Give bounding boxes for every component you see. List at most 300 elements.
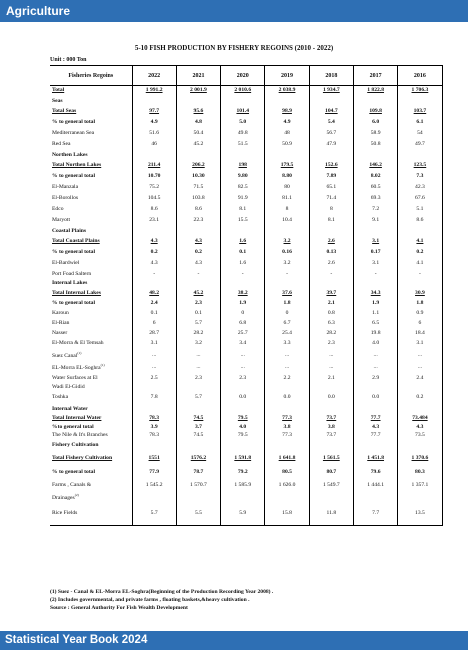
table-cell: 6.8 bbox=[221, 319, 265, 329]
column-header-year: 2019 bbox=[265, 66, 309, 86]
footnotes bbox=[50, 588, 450, 612]
table-row bbox=[50, 452, 442, 467]
table-cell: ... bbox=[221, 363, 265, 374]
table-cell: 1 451.8 bbox=[353, 452, 397, 467]
row-label bbox=[50, 270, 132, 280]
table-cell: 6.5 bbox=[353, 319, 397, 329]
row-label bbox=[50, 405, 132, 415]
table-cell: 1 549.7 bbox=[309, 480, 353, 492]
table-cell: 2.9 bbox=[353, 374, 397, 384]
row-label bbox=[50, 480, 132, 492]
table-cell bbox=[353, 227, 397, 237]
row-label-text: % to general total bbox=[52, 173, 96, 180]
table-cell: 6.3 bbox=[309, 319, 353, 329]
row-label bbox=[50, 492, 132, 504]
table-cell: 1 822.8 bbox=[353, 86, 397, 97]
row-label bbox=[50, 259, 132, 270]
table-cell bbox=[309, 227, 353, 237]
table-cell: 7.8 bbox=[132, 392, 176, 405]
row-label bbox=[50, 339, 132, 349]
table-cell: 8.1 bbox=[221, 205, 265, 216]
table-cell: 5.0 bbox=[221, 118, 265, 129]
table-row bbox=[50, 161, 442, 172]
table-row bbox=[50, 216, 442, 227]
table-row bbox=[50, 299, 442, 309]
column-header-year: 2020 bbox=[221, 66, 265, 86]
table-cell: 3.4 bbox=[221, 339, 265, 349]
table-cell bbox=[221, 405, 265, 415]
table-cell: 104.7 bbox=[309, 107, 353, 118]
table-cell: 0.9 bbox=[398, 309, 442, 319]
table-cell: 2.4 bbox=[398, 374, 442, 384]
table-cell: 6 bbox=[398, 319, 442, 329]
table-cell bbox=[221, 440, 265, 452]
table-cell: 4.3 bbox=[132, 259, 176, 270]
row-label-text: Northen Lakes bbox=[52, 151, 88, 158]
table-row bbox=[50, 432, 442, 440]
table-cell: 206.2 bbox=[176, 161, 220, 172]
row-label bbox=[50, 440, 132, 452]
table-row bbox=[50, 504, 442, 526]
table-cell: 2.3 bbox=[176, 374, 220, 384]
table-cell bbox=[176, 492, 220, 504]
table-row bbox=[50, 384, 442, 392]
table-cell: 1 991.2 bbox=[132, 86, 176, 97]
table-cell: 146.2 bbox=[353, 161, 397, 172]
table-cell: 28.2 bbox=[176, 329, 220, 339]
row-label bbox=[50, 392, 132, 405]
row-label bbox=[50, 216, 132, 227]
row-label bbox=[50, 504, 132, 526]
table-cell bbox=[221, 151, 265, 161]
table-cell: 123.5 bbox=[398, 161, 442, 172]
table-cell: 80.5 bbox=[265, 467, 309, 480]
table-row bbox=[50, 151, 442, 161]
table-row bbox=[50, 172, 442, 183]
table-cell bbox=[221, 384, 265, 392]
table-cell: 4.3 bbox=[353, 424, 397, 432]
table-row bbox=[50, 415, 442, 424]
row-label bbox=[50, 363, 132, 374]
table-row bbox=[50, 480, 442, 492]
table-cell bbox=[398, 492, 442, 504]
table-row bbox=[50, 194, 442, 205]
row-label-text: Rice Fields bbox=[52, 510, 78, 517]
table-cell: 3.1 bbox=[353, 237, 397, 248]
table-cell: 10.30 bbox=[176, 172, 220, 183]
row-label bbox=[50, 118, 132, 129]
table-cell: 4.1 bbox=[398, 259, 442, 270]
table-cell bbox=[132, 227, 176, 237]
row-label-text: El-Borollos bbox=[52, 195, 79, 202]
table-cell: 50.8 bbox=[353, 140, 397, 151]
table-cell: - bbox=[265, 270, 309, 280]
table-cell: 0 bbox=[221, 309, 265, 319]
table-cell bbox=[353, 492, 397, 504]
table-cell: 103.7 bbox=[398, 107, 442, 118]
table-cell bbox=[132, 492, 176, 504]
row-label-text: EL-Morra EL-Soghra bbox=[52, 365, 101, 372]
table-cell bbox=[353, 151, 397, 161]
row-label-text: Wadi El-Gidid bbox=[52, 383, 85, 390]
table-cell: 179.5 bbox=[265, 161, 309, 172]
table-cell: 75.2 bbox=[132, 183, 176, 194]
table-cell: ... bbox=[398, 363, 442, 374]
row-label-text: Total Coastal Plains bbox=[52, 238, 100, 245]
table-cell: 7.3 bbox=[398, 172, 442, 183]
table-row bbox=[50, 129, 442, 140]
table-cell: 51.5 bbox=[221, 140, 265, 151]
row-label bbox=[50, 432, 132, 440]
table-cell: 18.4 bbox=[398, 329, 442, 339]
row-label-text: El-Manzala bbox=[52, 184, 79, 191]
table-cell: 1 591.8 bbox=[221, 452, 265, 467]
table-cell: 97.7 bbox=[132, 107, 176, 118]
table-cell: 5.5 bbox=[176, 504, 220, 526]
table-cell: 0.2 bbox=[398, 392, 442, 405]
table-cell: 5.9 bbox=[221, 504, 265, 526]
row-label bbox=[50, 248, 132, 259]
table-cell: 1576.2 bbox=[176, 452, 220, 467]
table-cell bbox=[265, 227, 309, 237]
row-label-text: % to general total bbox=[52, 119, 96, 126]
table-cell bbox=[265, 384, 309, 392]
table-cell: 109.8 bbox=[353, 107, 397, 118]
row-label bbox=[50, 129, 132, 140]
table-cell: 3.7 bbox=[176, 424, 220, 432]
table-cell bbox=[353, 384, 397, 392]
table-cell: 10.4 bbox=[265, 216, 309, 227]
table-cell bbox=[398, 440, 442, 452]
table-cell: 45.2 bbox=[176, 140, 220, 151]
table-cell: 1 444.1 bbox=[353, 480, 397, 492]
row-label bbox=[50, 237, 132, 248]
table-cell: 4.3 bbox=[176, 237, 220, 248]
table-cell: 42.3 bbox=[398, 183, 442, 194]
table-cell: 8.02 bbox=[353, 172, 397, 183]
table-row bbox=[50, 440, 442, 452]
table-cell bbox=[309, 151, 353, 161]
table-cell: 1 545.2 bbox=[132, 480, 176, 492]
section-banner: Agriculture bbox=[0, 0, 468, 22]
table-cell: 1 570.7 bbox=[176, 480, 220, 492]
table-cell: 46 bbox=[132, 140, 176, 151]
table-row bbox=[50, 424, 442, 432]
table-cell: 25.7 bbox=[221, 329, 265, 339]
table-cell bbox=[265, 97, 309, 107]
table-cell: 4.0 bbox=[221, 424, 265, 432]
table-cell: 95.6 bbox=[176, 107, 220, 118]
table-cell: ... bbox=[132, 349, 176, 363]
table-cell bbox=[132, 405, 176, 415]
table-cell bbox=[309, 280, 353, 289]
table-cell: 1 370.6 bbox=[398, 452, 442, 467]
row-label-text: Red Sea bbox=[52, 141, 71, 148]
row-label bbox=[50, 161, 132, 172]
row-label bbox=[50, 227, 132, 237]
row-label bbox=[50, 183, 132, 194]
table-cell: 2.2 bbox=[265, 374, 309, 384]
table-cell: 79.2 bbox=[221, 467, 265, 480]
row-label bbox=[50, 289, 132, 299]
table-cell: 5.7 bbox=[176, 319, 220, 329]
fish-production-table bbox=[50, 65, 443, 526]
table-cell: - bbox=[176, 270, 220, 280]
row-label-text: Edco bbox=[52, 206, 64, 213]
row-label-text: Total Fishery Cultivation bbox=[52, 455, 113, 462]
table-cell: 3.1 bbox=[398, 339, 442, 349]
table-cell: 5.1 bbox=[398, 205, 442, 216]
table-cell: 3.3 bbox=[265, 339, 309, 349]
table-cell: 1 934.7 bbox=[309, 86, 353, 97]
row-label bbox=[50, 452, 132, 467]
row-label-text: Drainages bbox=[52, 494, 75, 501]
row-label-text: %to general total bbox=[52, 423, 94, 430]
table-cell: 77.3 bbox=[265, 415, 309, 424]
table-cell: 73.7 bbox=[309, 432, 353, 440]
table-cell: 73.5 bbox=[398, 432, 442, 440]
table-row bbox=[50, 183, 442, 194]
table-cell: 4.9 bbox=[132, 118, 176, 129]
table-cell: 79.6 bbox=[353, 467, 397, 480]
row-label-text: The Nile & It's Branches bbox=[52, 431, 108, 438]
table-body bbox=[50, 86, 442, 526]
table-row bbox=[50, 280, 442, 289]
table-row bbox=[50, 140, 442, 151]
table-cell: 6 bbox=[132, 319, 176, 329]
table-cell: 7.7 bbox=[353, 504, 397, 526]
table-cell bbox=[176, 280, 220, 289]
table-cell bbox=[221, 280, 265, 289]
table-cell: 2 010.6 bbox=[221, 86, 265, 97]
table-cell bbox=[309, 440, 353, 452]
table-cell bbox=[132, 151, 176, 161]
row-label bbox=[50, 424, 132, 432]
table-row bbox=[50, 227, 442, 237]
table-cell: 2.3 bbox=[309, 339, 353, 349]
table-cell: 4.3 bbox=[398, 424, 442, 432]
row-label-text: Total bbox=[52, 87, 65, 94]
table-cell bbox=[309, 97, 353, 107]
table-cell: ... bbox=[398, 349, 442, 363]
table-cell: 28.2 bbox=[309, 329, 353, 339]
table-cell bbox=[353, 280, 397, 289]
unit-label: Unit : 000 Ton bbox=[50, 57, 87, 63]
table-cell: 4.3 bbox=[176, 259, 220, 270]
table-cell: 7.2 bbox=[353, 205, 397, 216]
table-cell: 8.6 bbox=[132, 205, 176, 216]
table-cell: 4.3 bbox=[132, 237, 176, 248]
table-cell: 15.5 bbox=[221, 216, 265, 227]
table-cell: 49.8 bbox=[221, 129, 265, 140]
table-cell: 6.7 bbox=[265, 319, 309, 329]
table-cell: ... bbox=[309, 363, 353, 374]
table-cell: 22.3 bbox=[176, 216, 220, 227]
table-cell: 8 bbox=[265, 205, 309, 216]
table-cell: - bbox=[398, 270, 442, 280]
table-row bbox=[50, 492, 442, 504]
table-cell: 2.3 bbox=[176, 299, 220, 309]
table-cell: 4.0 bbox=[353, 339, 397, 349]
table-cell: 4.9 bbox=[265, 118, 309, 129]
table-cell bbox=[221, 97, 265, 107]
table-cell: 37.6 bbox=[265, 289, 309, 299]
table-cell: 1 357.1 bbox=[398, 480, 442, 492]
table-cell: 2 001.9 bbox=[176, 86, 220, 97]
row-label bbox=[50, 97, 132, 107]
table-cell: 19.8 bbox=[353, 329, 397, 339]
table-cell: 2.1 bbox=[309, 374, 353, 384]
table-cell bbox=[132, 384, 176, 392]
table-cell: 58.9 bbox=[353, 129, 397, 140]
table-cell: ... bbox=[353, 349, 397, 363]
row-label-text: Mediterranean Sea bbox=[52, 130, 95, 137]
table-cell: ... bbox=[309, 349, 353, 363]
table-row bbox=[50, 259, 442, 270]
table-cell: 1551 bbox=[132, 452, 176, 467]
table-cell: 1.8 bbox=[398, 299, 442, 309]
table-row bbox=[50, 86, 442, 97]
table-cell: 47.9 bbox=[309, 140, 353, 151]
row-label-text: Water Surfaces at El bbox=[52, 374, 98, 381]
table-cell: 3.8 bbox=[309, 424, 353, 432]
column-header-region: Fisheries Regoins bbox=[50, 66, 132, 86]
table-cell: 82.5 bbox=[221, 183, 265, 194]
table-cell: ... bbox=[265, 363, 309, 374]
table-cell: 80.3 bbox=[398, 467, 442, 480]
table-cell bbox=[132, 440, 176, 452]
table-cell: 2.1 bbox=[309, 299, 353, 309]
table-cell: 60.5 bbox=[353, 183, 397, 194]
table-cell: 152.6 bbox=[309, 161, 353, 172]
column-header-year: 2021 bbox=[176, 66, 220, 86]
table-cell bbox=[398, 151, 442, 161]
table-row bbox=[50, 319, 442, 329]
table-cell: 80 bbox=[265, 183, 309, 194]
row-label bbox=[50, 309, 132, 319]
table-cell: 3.1 bbox=[353, 259, 397, 270]
row-label-text: Fishery Cultivation bbox=[52, 441, 99, 448]
source-note: Source : General Authority For Fish Wealth Development bbox=[50, 605, 188, 611]
table-cell: 0.1 bbox=[221, 248, 265, 259]
table-cell bbox=[176, 384, 220, 392]
table-cell bbox=[398, 97, 442, 107]
table-cell: 4.8 bbox=[176, 118, 220, 129]
row-label-text: Coastal Plains bbox=[52, 227, 87, 234]
row-label-text: % to general total bbox=[52, 299, 96, 306]
table-cell bbox=[265, 151, 309, 161]
table-cell: 74.5 bbox=[176, 432, 220, 440]
table-cell: 77.7 bbox=[353, 432, 397, 440]
row-label bbox=[50, 467, 132, 480]
table-cell: 98.9 bbox=[265, 107, 309, 118]
table-cell: ... bbox=[221, 349, 265, 363]
table-cell: 0.0 bbox=[265, 392, 309, 405]
table-cell: 71.4 bbox=[309, 194, 353, 205]
row-label-text: Suez Canal bbox=[52, 352, 78, 359]
table-cell: 0.0 bbox=[221, 392, 265, 405]
table-cell: 80.7 bbox=[309, 467, 353, 480]
table-cell: 3.9 bbox=[132, 424, 176, 432]
column-header-year: 2017 bbox=[353, 66, 397, 86]
row-label-text: Toshka bbox=[52, 394, 69, 401]
table-cell: 15.8 bbox=[265, 504, 309, 526]
table-cell: 74.5 bbox=[176, 415, 220, 424]
table-cell: 211.4 bbox=[132, 161, 176, 172]
footnote: (1) Suez - Canal & EL-Morra EL-Soghra(Beginning of the Production Recording Year 2008) . bbox=[50, 589, 274, 595]
table-cell: 2.4 bbox=[132, 299, 176, 309]
table-cell: 30.9 bbox=[398, 289, 442, 299]
table-cell: 78.7 bbox=[176, 467, 220, 480]
table-cell: 2.6 bbox=[309, 237, 353, 248]
table-cell: ... bbox=[132, 363, 176, 374]
table-cell: 5.4 bbox=[309, 118, 353, 129]
table-cell: 1.8 bbox=[265, 299, 309, 309]
table-cell bbox=[265, 440, 309, 452]
table-cell: 51.6 bbox=[132, 129, 176, 140]
table-cell: 4.1 bbox=[398, 237, 442, 248]
table-cell: 91.9 bbox=[221, 194, 265, 205]
table-header-row bbox=[50, 66, 442, 86]
table-cell: 6.1 bbox=[398, 118, 442, 129]
table-cell: 48 bbox=[265, 129, 309, 140]
table-cell: 77.3 bbox=[265, 432, 309, 440]
row-label-text: % to general total bbox=[52, 469, 96, 476]
table-cell: 3.1 bbox=[132, 339, 176, 349]
table-cell bbox=[265, 492, 309, 504]
table-cell: 0.13 bbox=[309, 248, 353, 259]
table-cell: 1.1 bbox=[353, 309, 397, 319]
table-cell bbox=[176, 227, 220, 237]
row-label bbox=[50, 384, 132, 392]
table-cell: 0.16 bbox=[265, 248, 309, 259]
table-cell: 38.2 bbox=[221, 289, 265, 299]
table-cell: 77.7 bbox=[353, 415, 397, 424]
table-cell bbox=[221, 227, 265, 237]
table-cell: 65.1 bbox=[309, 183, 353, 194]
table-row bbox=[50, 205, 442, 216]
row-label bbox=[50, 319, 132, 329]
row-label-text: Farms , Canals & bbox=[52, 481, 92, 488]
table-row bbox=[50, 363, 442, 374]
table-cell bbox=[176, 151, 220, 161]
table-cell: 34.3 bbox=[353, 289, 397, 299]
table-row bbox=[50, 118, 442, 129]
table-row bbox=[50, 97, 442, 107]
table-cell bbox=[309, 405, 353, 415]
table-cell: 5.7 bbox=[132, 504, 176, 526]
row-label bbox=[50, 172, 132, 183]
table-row bbox=[50, 289, 442, 299]
table-cell: 3.2 bbox=[265, 259, 309, 270]
footnote-marker: (2) bbox=[74, 492, 79, 497]
table-cell bbox=[353, 97, 397, 107]
table-row bbox=[50, 405, 442, 415]
table-cell: - bbox=[221, 270, 265, 280]
table-cell bbox=[353, 405, 397, 415]
table-cell: 9.1 bbox=[353, 216, 397, 227]
table-cell: 8.1 bbox=[309, 216, 353, 227]
table-cell: 3.8 bbox=[265, 424, 309, 432]
table-cell: 3.2 bbox=[176, 339, 220, 349]
footnote-marker: (1) bbox=[77, 350, 82, 355]
table-cell: 103.8 bbox=[176, 194, 220, 205]
column-header-year: 2018 bbox=[309, 66, 353, 86]
table-cell bbox=[132, 280, 176, 289]
table-cell: 9.80 bbox=[221, 172, 265, 183]
table-cell bbox=[265, 405, 309, 415]
row-label-text: Total Northen Lakes bbox=[52, 162, 102, 169]
